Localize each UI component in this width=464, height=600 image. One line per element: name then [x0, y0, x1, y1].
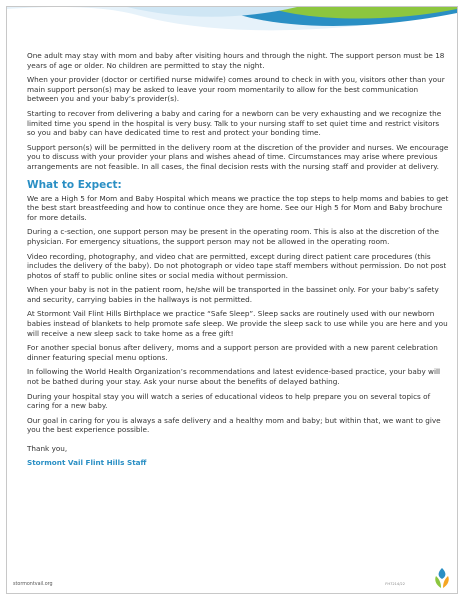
footer-document-code: FH7214/22	[385, 582, 405, 586]
document-page	[6, 6, 458, 594]
closing-signature: Stormont Vail Flint Hills Staff	[27, 457, 147, 467]
section-heading-what-to-expect: What to Expect:	[27, 178, 122, 191]
paragraph-delivery-room-support: Support person(s) will be permitted in the delivery room at the discretion of the provider and nurses. We encourage you to discuss with your provider your plans and wishes ahead of time. Circumstances may arise where previous arrangements are not feasible. In all cases, the final decision rests with the nursing staff and provider at delivery.	[27, 142, 449, 171]
paragraph-educational-videos: During your hospital stay you will watch a series of educational videos to help prepare you on several topics of caring for a new baby.	[27, 391, 431, 411]
paragraph-video-photo: Video recording, photography, and video chat are permitted, except during direct patient care procedures (this includes the delivery of the baby). Do not photograph or video tape staff members without permission. Do not post photos of staff to public online sites or social media without permission.	[27, 251, 447, 280]
footer-website-link[interactable]: stormontvail.org	[13, 582, 53, 587]
paragraph-celebration-dinner: For another special bonus after delivery, moms and a support person are provided with a new parent celebration dinner featuring special menu options.	[27, 343, 438, 362]
stormont-vail-logo-icon	[433, 567, 451, 589]
paragraph-delayed-bathing: In following the World Health Organization’s recommendations and latest evidence-based practice, your baby will not be bathed during your stay. Ask your nurse about the benefits of delayed bathing.	[27, 367, 441, 387]
paragraph-c-section: During a c-section, one support person may be present in the operating room. This is also at the discretion of the physician. For emergency situations, the support person may not be allowed in the operating room.	[27, 227, 439, 246]
paragraph-safe-sleep: At Stormont Vail Flint Hills Birthplace we practice “Safe Sleep”. Sleep sacks are routinely used with our newborn babies instead of blankets to help promote safe sleep. We provide the sleep sack to use while you are here and you will receive a new sleep sack to take home as a free gift!	[27, 309, 448, 338]
header-swoosh-decoration	[7, 7, 457, 49]
document-body	[27, 51, 449, 467]
closing-thanks: Thank you,	[27, 444, 68, 453]
paragraph-high-5: We are a High 5 for Mom and Baby Hospital which means we practice the top steps to help moms and babies to get the best start breastfeeding and how to continue once they are home. See our High 5 for Mom and Baby brochure for more details.	[27, 193, 449, 222]
paragraph-overnight-stay: One adult may stay with mom and baby after visiting hours and through the night. The support person must be 18 years of age or older. No children are permitted to stay the night.	[27, 51, 445, 70]
paragraph-provider-visits: When your provider (doctor or certified nurse midwife) comes around to check in with you, visitors other than your main support person(s) may be asked to leave your room momentarily to allow for the best communication between you and your baby’s provider(s).	[27, 75, 445, 104]
closing-block	[27, 444, 449, 467]
paragraph-our-goal: Our goal in caring for you is always a safe delivery and a healthy mom and baby; but within that, we want to give you the best experience possible.	[27, 415, 441, 435]
paragraph-recovery-quiet-time: Starting to recover from delivering a baby and caring for a newborn can be very exhausting and we recognize the limited time you spend in the hospital is very busy. Talk to your nursing staff to set quiet time and restrict visitors so you and baby can have dedicated time to rest and protect your bonding time.	[27, 108, 442, 138]
paragraph-bassinet: When your baby is not in the patient room, he/she will be transported in the bassinet only. For your baby’s safety and security, carrying babies in the hallways is not permitted.	[27, 285, 439, 304]
